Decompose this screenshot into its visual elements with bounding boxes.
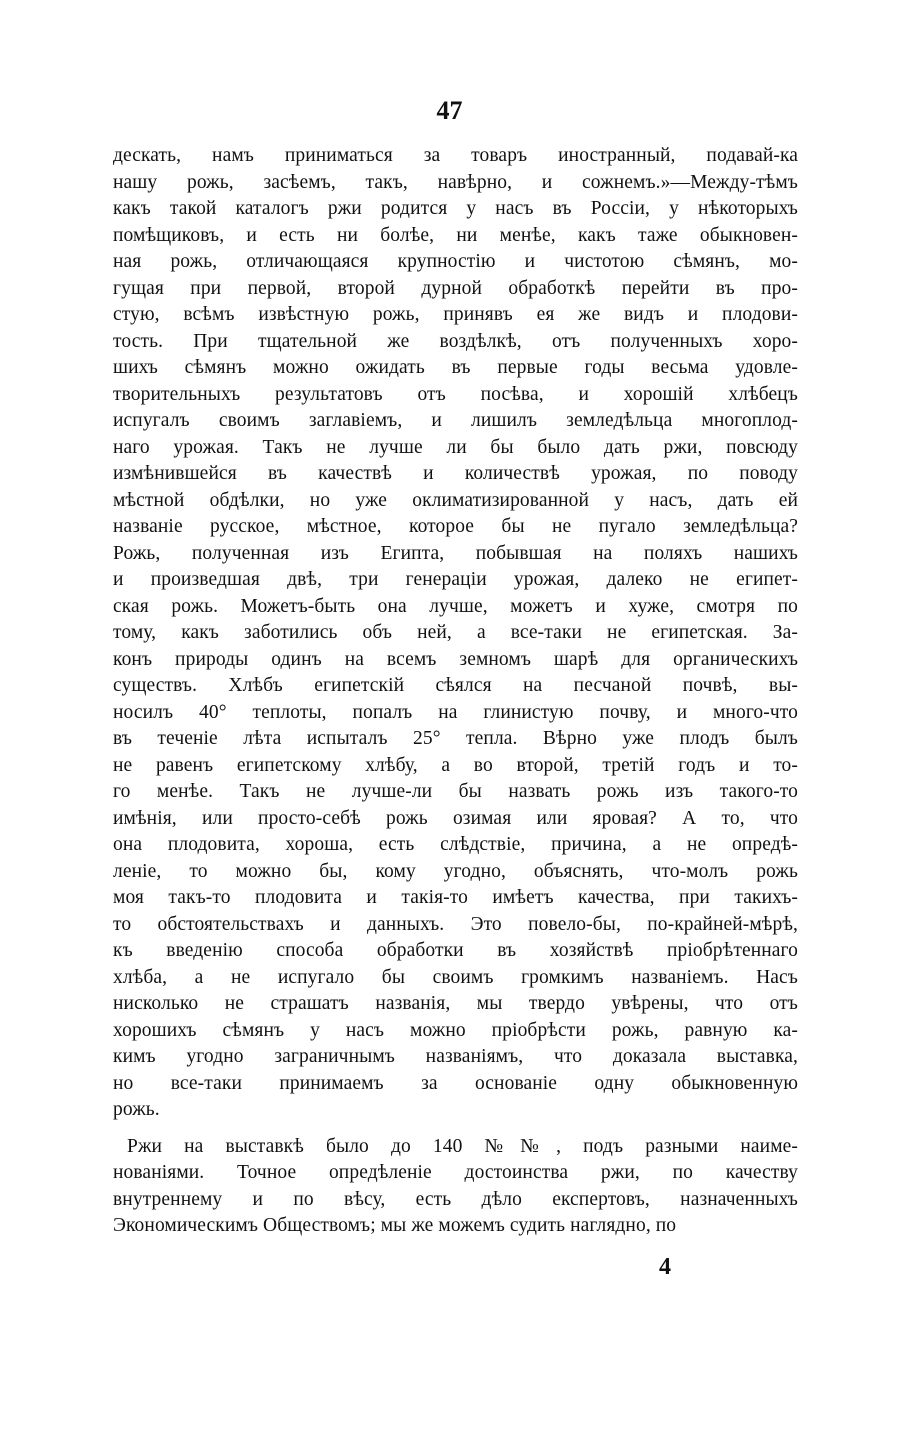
text-line: ная рожь, отличающаяся крупностію и чистотою сѣмянъ, мо- (113, 251, 798, 272)
text-line: конъ природы одинъ на всемъ земномъ шарѣ для органическихъ (113, 648, 798, 670)
text-line: не равенъ египетскому хлѣбу, а во второй, третій годъ и то- (113, 754, 798, 776)
signature-mark: 4 (659, 1254, 671, 1280)
text-line: шихъ сѣмянъ можно ожидать въ первые годы весьма удовле- (113, 357, 798, 378)
text-line: существъ. Хлѣбъ египетскій сѣялся на песчаной почвѣ, вы- (113, 675, 798, 696)
text-line: носилъ 40° теплоты, попалъ на глинистую почву, и много-что (113, 701, 798, 723)
text-line: Ржи на выставкѣ было до 140 №№, подъ разными наиме- (127, 1135, 798, 1157)
text-line: испугалъ своимъ заглавіемъ, и лишилъ земледѣльца многоплод- (113, 410, 798, 431)
text-line: Рожь, полученная изъ Египта, побывшая на поляхъ нашихъ (113, 542, 798, 564)
text-line: моя такъ-то плодовита и такія-то имѣетъ качества, при такихъ- (113, 887, 798, 908)
paragraph-2 (113, 1134, 798, 1240)
text-line: Экономическимъ Обществомъ; мы же можемъ судить наглядно, по (113, 1215, 677, 1236)
text-line: тому, какъ заботились объ ней, а все-таки не египетская. За- (113, 622, 798, 643)
text-line: дескать, намъ приниматься за товаръ иностранный, подавай-ка (113, 145, 798, 166)
text-line: нованіями. Точное опредѣленіе достоинства ржи, по качеству (113, 1162, 798, 1183)
text-line: кимъ угодно заграничнымъ названіямъ, что доказала выставка, (113, 1046, 798, 1067)
text-line: въ теченіе лѣта испыталъ 25° тепла. Вѣрно уже плодъ былъ (113, 728, 798, 749)
text-line: она плодовита, хороша, есть слѣдствіе, причина, а не опредѣ- (113, 834, 798, 855)
text-line: какъ такой каталогъ ржи родится у насъ въ Россіи, у нѣкоторыхъ (113, 198, 798, 219)
text-line: къ введенію способа обработки въ хозяйствѣ пріобрѣтеннаго (113, 940, 798, 961)
text-line: творительныхъ результатовъ отъ посѣва, и хорошій хлѣбецъ (113, 383, 798, 405)
text-line: тость. При тщательной же воздѣлкѣ, отъ полученныхъ хоро- (113, 330, 798, 352)
text-line: и произведшая двѣ, три генераціи урожая, далеко не египет- (113, 569, 798, 590)
text-line: нашу рожь, засѣемъ, такъ, навѣрно, и сожнемъ.»—Между-тѣмъ (113, 171, 798, 193)
text-line: ская рожь. Можетъ-быть она лучше, можетъ и хуже, смотря по (113, 595, 798, 617)
text-line: мѣстной обдѣлки, но уже оклиматизированной у насъ, дать ей (113, 489, 798, 511)
text-line: рожь. (113, 1099, 160, 1120)
text-line: то обстоятельствахъ и данныхъ. Это повело-бы, по-крайней-мѣрѣ, (113, 913, 798, 935)
text-body (113, 143, 798, 1240)
text-line: помѣщиковъ, и есть ни болѣе, ни менѣе, какъ таже обыкновен- (113, 224, 798, 246)
text-line: хлѣба, а не испугало бы своимъ громкимъ названіемъ. Насъ (113, 966, 798, 988)
text-line: измѣнившейся въ качествѣ и количествѣ урожая, по поводу (113, 463, 798, 484)
text-line: нисколько не страшатъ названія, мы твердо увѣрены, что отъ (113, 993, 798, 1014)
text-line: названіе русское, мѣстное, которое бы не пугало земледѣльца? (113, 516, 798, 537)
text-line: стую, всѣмъ извѣстную рожь, принявъ ея же видъ и плодови- (113, 304, 798, 325)
text-line: хорошихъ сѣмянъ у насъ можно пріобрѣсти рожь, равную ка- (113, 1019, 798, 1041)
paragraph-1 (113, 143, 798, 1124)
text-line: леніе, то можно бы, кому угодно, объяснять, что-молъ рожь (113, 860, 798, 882)
text-line: гущая при первой, второй дурной обработкѣ перейти въ про- (113, 277, 798, 299)
text-line: наго урожая. Такъ не лучше ли бы было дать ржи, повсюду (113, 436, 798, 458)
page-number: 47 (436, 96, 463, 125)
paragraph-gap (113, 1124, 798, 1134)
text-line: но все-таки принимаемъ за основаніе одну обыкновенную (113, 1072, 798, 1094)
text-line: имѣнія, или просто-себѣ рожь озимая или яровая? А то, что (113, 807, 798, 829)
text-line: го менѣе. Такъ не лучше-ли бы назвать рожь изъ такого-то (113, 781, 798, 802)
text-line: внутреннему и по вѣсу, есть дѣло експертовъ, назначенныхъ (113, 1188, 798, 1210)
